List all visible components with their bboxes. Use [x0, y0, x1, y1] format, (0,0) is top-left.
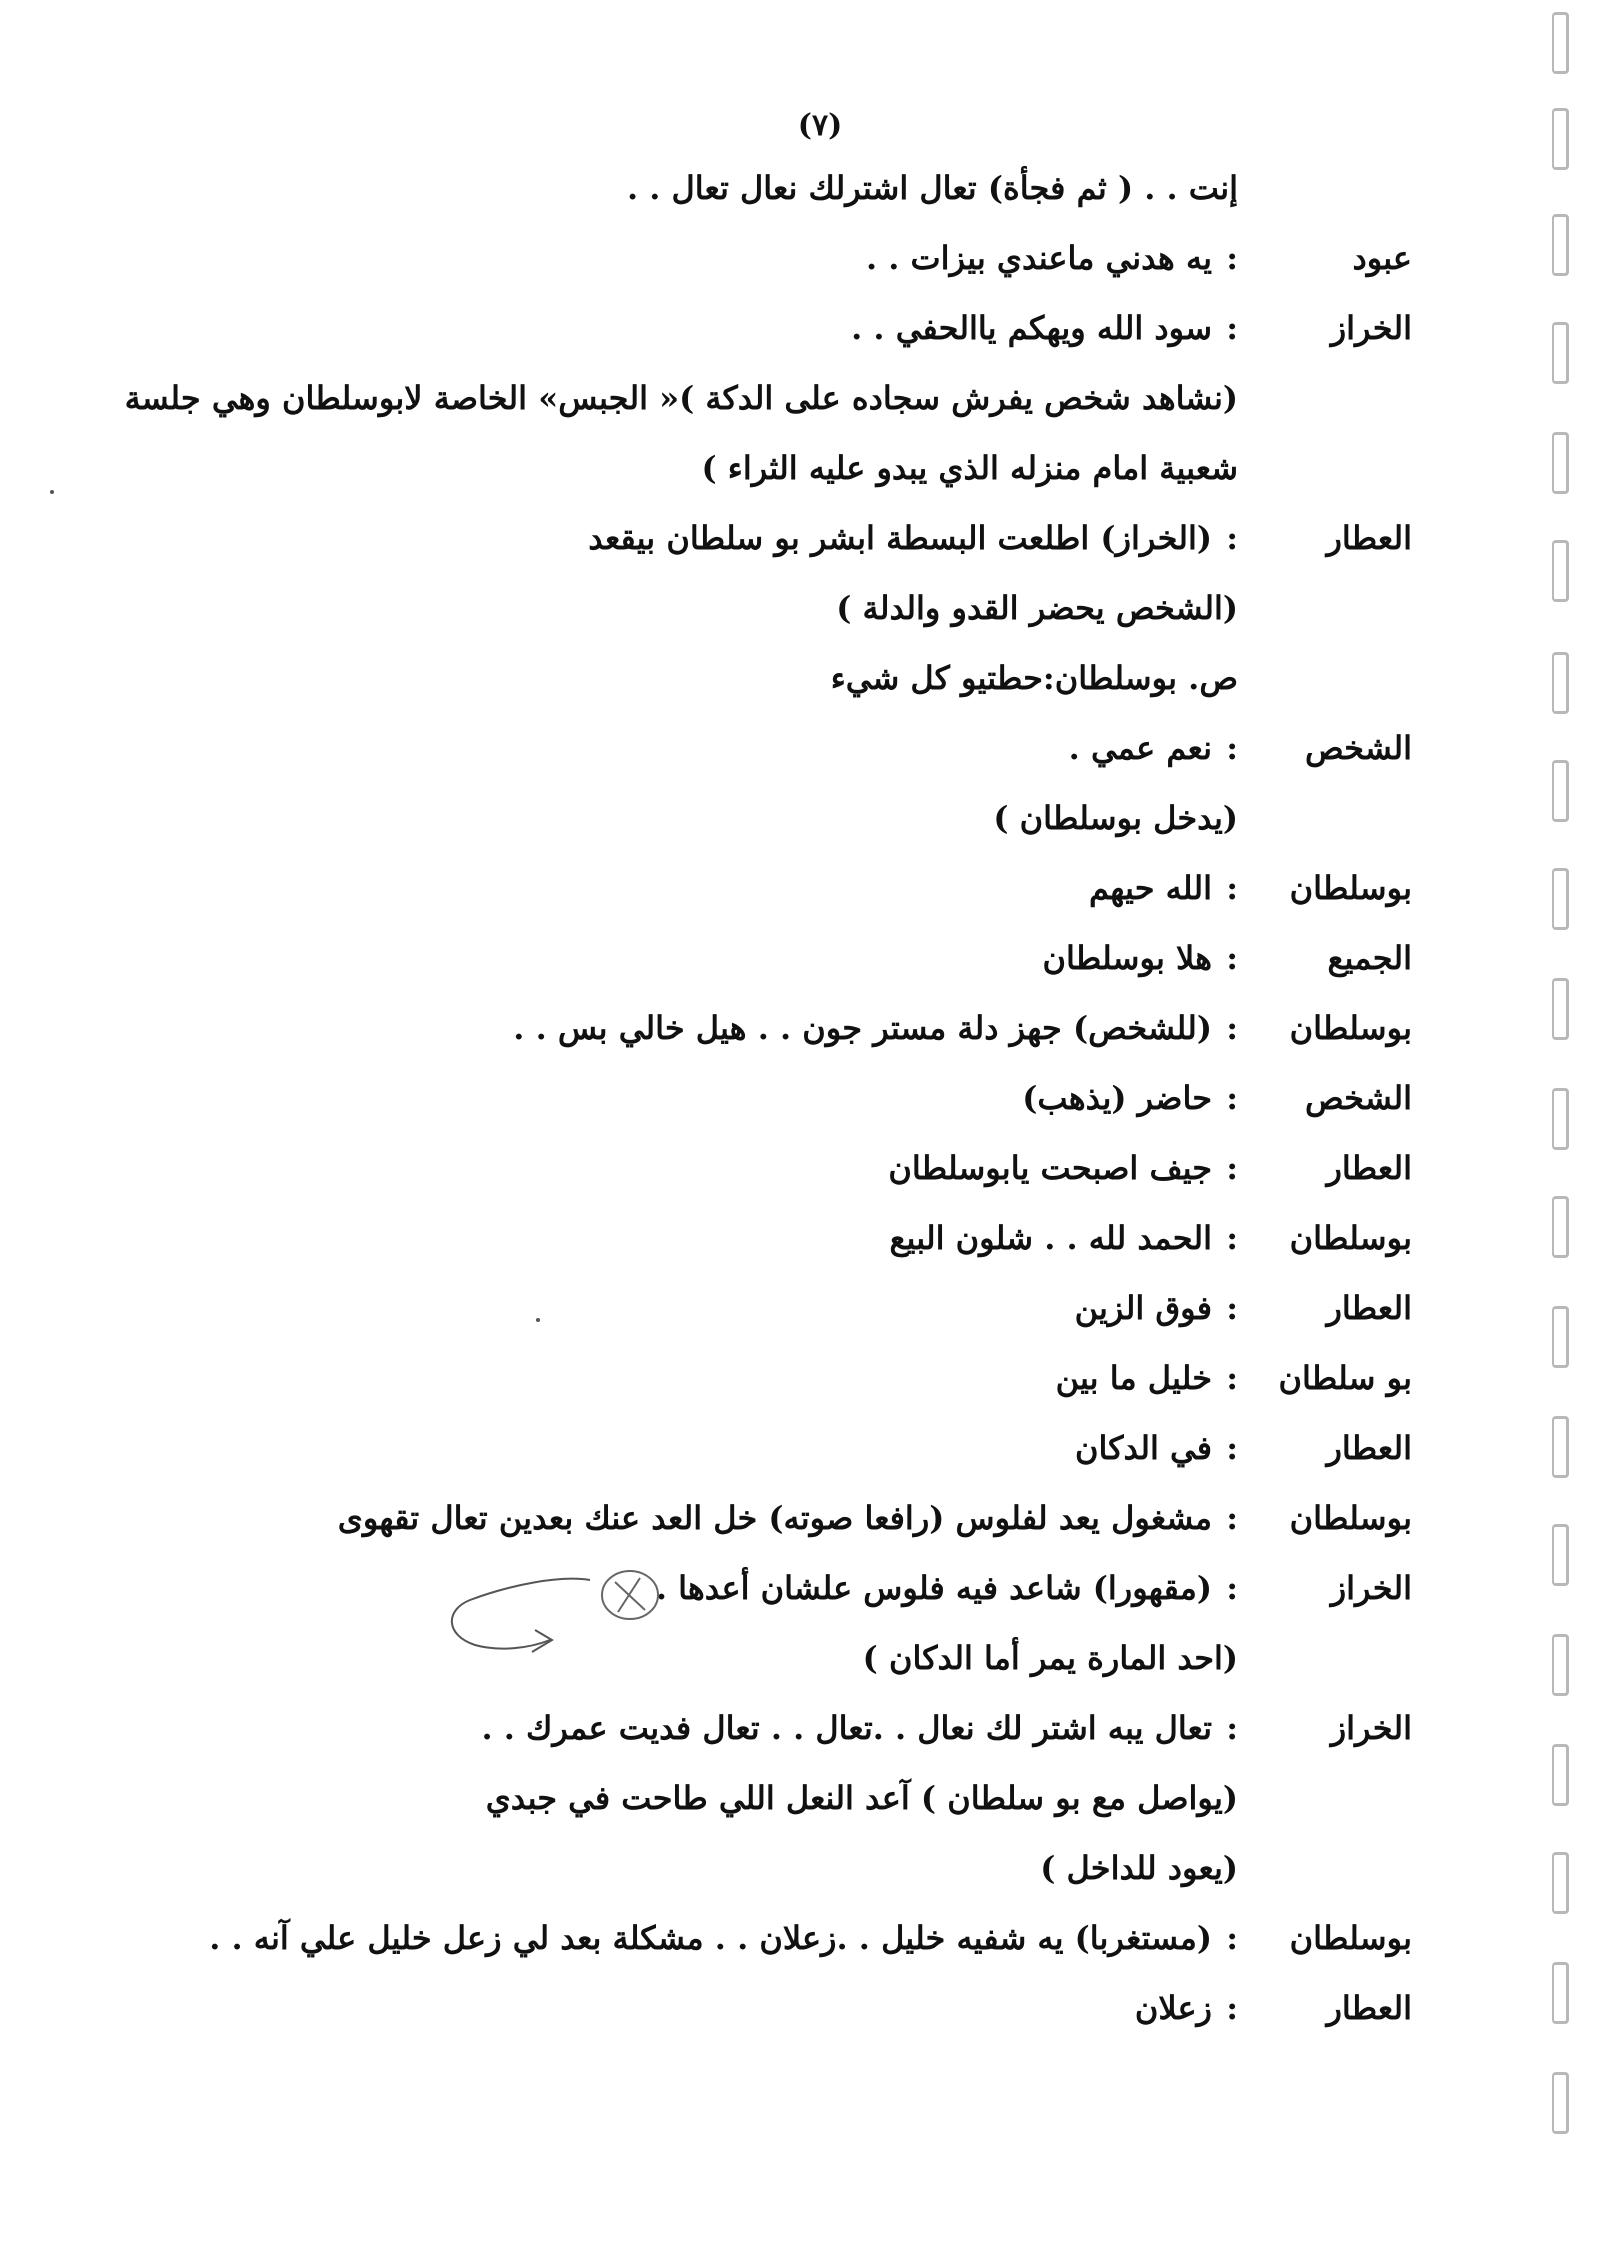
handwritten-annotation	[440, 1560, 680, 1690]
dialogue-line	[0, 1488, 1600, 1548]
speck	[536, 1318, 540, 1322]
stage-direction	[0, 1838, 1600, 1898]
dialogue-text: في الدكان	[1074, 1429, 1212, 1467]
direction-text: (نشاهد شخص يفرش سجاده على الدكة )« الجبس» الخاصة لابوسلطان وهي جلسة	[124, 379, 1238, 417]
dialogue-text: نعم عمي .	[1068, 729, 1212, 767]
dialogue-line	[0, 1978, 1600, 2038]
direction-text: (الشخص يحضر القدو والدلة )	[836, 589, 1238, 627]
binder-ring	[1552, 432, 1569, 494]
colon-separator: :	[1226, 1569, 1238, 1607]
stage-direction	[0, 438, 1600, 498]
dialogue-text: يه هدني ماعندي بيزات . .	[865, 239, 1212, 277]
binder-ring	[1552, 1196, 1569, 1258]
dialogue-text: (مقهورا) شاعد فيه فلوس علشان أعدها .	[655, 1569, 1212, 1607]
colon-separator: :	[1226, 1009, 1238, 1047]
stage-direction	[0, 1628, 1600, 1688]
speaker-name: الشخص	[1304, 1079, 1412, 1117]
dialogue-line	[0, 1208, 1600, 1268]
dialogue-line	[0, 1348, 1600, 1408]
speaker-name: الخراز	[1330, 1709, 1412, 1747]
binder-ring	[1552, 12, 1569, 74]
dialogue-line	[0, 1908, 1600, 1968]
stage-direction	[0, 368, 1600, 428]
binder-ring	[1552, 1744, 1569, 1806]
speck	[50, 490, 54, 494]
speaker-name: الخراز	[1330, 309, 1412, 347]
binder-ring	[1552, 1962, 1569, 2024]
dialogue-line	[0, 1698, 1600, 1758]
binder-ring	[1552, 2072, 1569, 2134]
dialogue-line	[0, 858, 1600, 918]
speaker-name: العطار	[1326, 1429, 1412, 1467]
colon-separator: :	[1226, 1429, 1238, 1467]
dialogue-text: (للشخص) جهز دلة مستر جون . . هيل خالي بس . .	[513, 1009, 1212, 1047]
dialogue-text: حاضر (يذهب)	[1022, 1079, 1212, 1117]
dialogue-line	[0, 1068, 1600, 1128]
dialogue-text: خليل ما بين	[1055, 1359, 1212, 1397]
speaker-name: بو سلطان	[1278, 1359, 1412, 1397]
dialogue-text: الحمد لله . . شلون البيع	[889, 1219, 1212, 1257]
speaker-name: العطار	[1326, 1989, 1412, 2027]
speaker-name: العطار	[1326, 1289, 1412, 1327]
colon-separator: :	[1226, 1079, 1238, 1117]
colon-separator: :	[1226, 939, 1238, 977]
dialogue-text: فوق الزين	[1074, 1289, 1212, 1327]
speaker-name: الخراز	[1330, 1569, 1412, 1607]
binder-ring	[1552, 760, 1569, 822]
binder-ring	[1552, 1524, 1569, 1586]
speaker-name: بوسلطان	[1289, 1009, 1412, 1047]
binder-ring	[1552, 108, 1569, 170]
dialogue-text: سود الله ويهكم ياالحفي . .	[851, 309, 1212, 347]
binder-ring	[1552, 978, 1569, 1040]
binder-ring	[1552, 1852, 1569, 1914]
dialogue-line	[0, 228, 1600, 288]
dialogue-text: الله حيهم	[1088, 869, 1212, 907]
binder-ring	[1552, 652, 1569, 714]
colon-separator: :	[1226, 729, 1238, 767]
binder-ring	[1552, 868, 1569, 930]
binder-holes	[1540, 0, 1580, 2262]
dialogue-text: هلا بوسلطان	[1042, 939, 1212, 977]
dialogue-text: تعال يبه اشتر لك نعال . .تعال . . تعال فديت عمرك . .	[481, 1709, 1212, 1747]
dialogue-line	[0, 998, 1600, 1058]
binder-ring	[1552, 1416, 1569, 1478]
direction-text: ص. بوسلطان:حطتيو كل شيء	[830, 659, 1238, 697]
colon-separator: :	[1226, 1709, 1238, 1747]
dialogue-text: زعلان	[1134, 1989, 1212, 2027]
binder-ring	[1552, 1088, 1569, 1150]
speaker-name: العطار	[1326, 1149, 1412, 1187]
colon-separator: :	[1226, 519, 1238, 557]
binder-ring	[1552, 540, 1569, 602]
dialogue-line	[0, 1138, 1600, 1198]
dialogue-line	[0, 1418, 1600, 1478]
speaker-name: بوسلطان	[1289, 1499, 1412, 1537]
speaker-name: عبود	[1352, 239, 1412, 277]
speaker-name: بوسلطان	[1289, 869, 1412, 907]
speaker-name: بوسلطان	[1289, 1219, 1412, 1257]
dialogue-line	[0, 718, 1600, 778]
dialogue-line	[0, 508, 1600, 568]
dialogue-line	[0, 298, 1600, 358]
colon-separator: :	[1226, 1989, 1238, 2027]
colon-separator: :	[1226, 309, 1238, 347]
colon-separator: :	[1226, 869, 1238, 907]
dialogue-line	[0, 1278, 1600, 1338]
colon-separator: :	[1226, 1289, 1238, 1327]
dialogue-text: مشغول يعد لفلوس (رافعا صوته) خل العد عنك بعدين تعال تقهوى	[337, 1499, 1212, 1537]
binder-ring	[1552, 1306, 1569, 1368]
dialogue-line	[0, 928, 1600, 988]
colon-separator: :	[1226, 1499, 1238, 1537]
binder-ring	[1552, 1634, 1569, 1696]
colon-separator: :	[1226, 239, 1238, 277]
speaker-name: بوسلطان	[1289, 1919, 1412, 1957]
dialogue-line	[0, 1558, 1600, 1618]
direction-text: (يواصل مع بو سلطان ) آعد النعل اللي طاحت في جبدي	[485, 1779, 1238, 1817]
dialogue-text: (مستغربا) يه شفيه خليل . .زعلان . . مشكلة بعد لي زعل خليل علي آنه . .	[209, 1919, 1212, 1957]
page-number: (٧)	[797, 108, 843, 143]
colon-separator: :	[1226, 1359, 1238, 1397]
binder-ring	[1552, 214, 1569, 276]
colon-separator: :	[1226, 1149, 1238, 1187]
binder-ring	[1552, 322, 1569, 384]
stage-direction	[0, 648, 1600, 708]
stage-direction	[0, 578, 1600, 638]
dialogue-text: جيف اصبحت يابوسلطان	[888, 1149, 1212, 1187]
dialogue-text: (الخراز) اطلعت البسطة ابشر بو سلطان بيقعد	[588, 519, 1212, 557]
direction-text: إنت . . ( ثم فجأة) تعال اشترلك نعال تعال . .	[626, 169, 1238, 207]
stage-direction	[0, 788, 1600, 848]
speaker-name: الشخص	[1304, 729, 1412, 767]
colon-separator: :	[1226, 1219, 1238, 1257]
speaker-name: الجميع	[1327, 939, 1412, 977]
speaker-name: العطار	[1326, 519, 1412, 557]
intro-line	[0, 158, 1600, 218]
direction-text: شعبية امام منزله الذي يبدو عليه الثراء )	[701, 449, 1238, 487]
direction-text: (يدخل بوسلطان )	[993, 799, 1238, 837]
stage-direction	[0, 1768, 1600, 1828]
direction-text: (احد المارة يمر أما الدكان )	[862, 1639, 1238, 1677]
colon-separator: :	[1226, 1919, 1238, 1957]
direction-text: (يعود للداخل )	[1040, 1849, 1238, 1887]
